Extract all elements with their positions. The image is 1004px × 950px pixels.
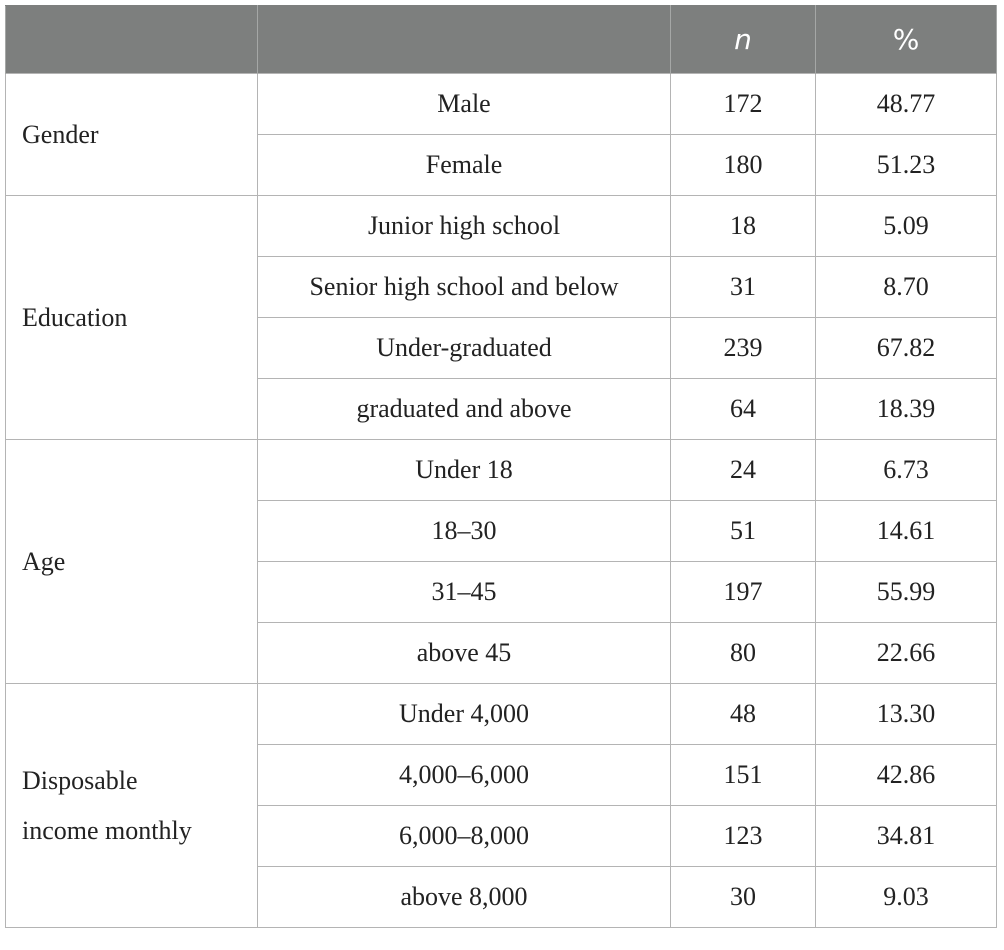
n-cell: 24 <box>671 440 816 501</box>
category-cell: 4,000–6,000 <box>258 745 671 806</box>
table-row <box>6 440 997 501</box>
percent-cell: 55.99 <box>816 562 997 623</box>
category-cell: 31–45 <box>258 562 671 623</box>
n-cell: 30 <box>671 867 816 928</box>
group-label-income-line1: Disposable <box>22 766 138 796</box>
n-cell: 18 <box>671 196 816 257</box>
percent-cell: 14.61 <box>816 501 997 562</box>
percent-cell: 48.77 <box>816 74 997 135</box>
percent-cell: 34.81 <box>816 806 997 867</box>
n-cell: 31 <box>671 257 816 318</box>
n-cell: 180 <box>671 135 816 196</box>
n-cell: 51 <box>671 501 816 562</box>
n-cell: 123 <box>671 806 816 867</box>
n-cell: 239 <box>671 318 816 379</box>
n-cell: 151 <box>671 745 816 806</box>
header-group <box>6 6 258 74</box>
category-cell: Under 18 <box>258 440 671 501</box>
category-cell: above 45 <box>258 623 671 684</box>
demographics-table <box>5 5 997 928</box>
table-header <box>6 6 997 74</box>
percent-cell: 5.09 <box>816 196 997 257</box>
group-label-income <box>6 684 258 928</box>
group-label-education: Education <box>6 196 258 440</box>
category-cell: Senior high school and below <box>258 257 671 318</box>
percent-cell: 67.82 <box>816 318 997 379</box>
percent-cell: 18.39 <box>816 379 997 440</box>
category-cell: Female <box>258 135 671 196</box>
table-body <box>6 74 997 928</box>
category-cell: graduated and above <box>258 379 671 440</box>
category-cell: Under-graduated <box>258 318 671 379</box>
percent-cell: 51.23 <box>816 135 997 196</box>
category-cell: Under 4,000 <box>258 684 671 745</box>
table-row <box>6 74 997 135</box>
percent-cell: 42.86 <box>816 745 997 806</box>
n-cell: 64 <box>671 379 816 440</box>
group-label-income-line2: income monthly <box>22 815 192 845</box>
header-percent: % <box>816 6 997 74</box>
category-cell: Junior high school <box>258 196 671 257</box>
percent-cell: 13.30 <box>816 684 997 745</box>
header-category <box>258 6 671 74</box>
percent-cell: 9.03 <box>816 867 997 928</box>
category-cell: 18–30 <box>258 501 671 562</box>
category-cell: Male <box>258 74 671 135</box>
percent-cell: 22.66 <box>816 623 997 684</box>
group-label-gender: Gender <box>6 74 258 196</box>
n-cell: 197 <box>671 562 816 623</box>
group-label-age: Age <box>6 440 258 684</box>
category-cell: 6,000–8,000 <box>258 806 671 867</box>
category-cell: above 8,000 <box>258 867 671 928</box>
percent-cell: 8.70 <box>816 257 997 318</box>
header-n: n <box>671 6 816 74</box>
n-cell: 172 <box>671 74 816 135</box>
n-cell: 80 <box>671 623 816 684</box>
table-row <box>6 196 997 257</box>
percent-cell: 6.73 <box>816 440 997 501</box>
table-row <box>6 684 997 745</box>
header-row <box>6 6 997 74</box>
n-cell: 48 <box>671 684 816 745</box>
